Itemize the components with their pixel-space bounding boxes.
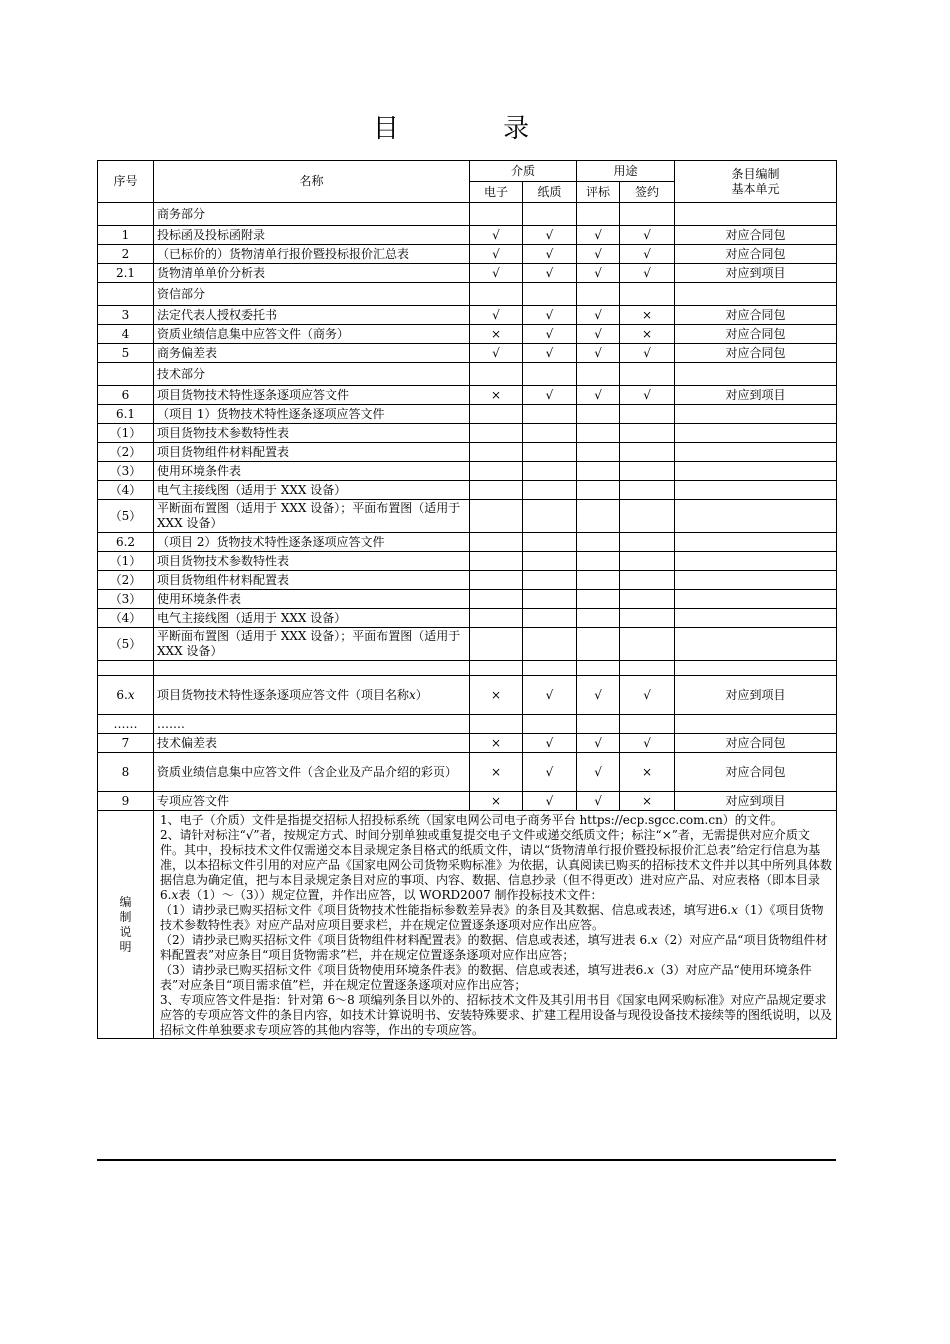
- header-evaluate: 评标: [577, 182, 620, 203]
- row-evaluate: √: [577, 264, 620, 283]
- table-row: [98, 325, 837, 344]
- row-seq: 1: [98, 226, 154, 245]
- row-paper: [523, 715, 577, 734]
- row-evaluate: [577, 628, 620, 661]
- empty-cell: [675, 203, 837, 226]
- row-name: 电气主接线图（适用于 XXX 设备）: [154, 481, 470, 500]
- table-row: [98, 533, 837, 552]
- row-paper: √: [523, 676, 577, 715]
- row-name: 使用环境条件表: [154, 462, 470, 481]
- row-seq: （2）: [98, 443, 154, 462]
- header-seq: 序号: [98, 161, 154, 203]
- table-row: [98, 481, 837, 500]
- row-electronic: [470, 443, 523, 462]
- table-row: [98, 424, 837, 443]
- row-paper: [523, 533, 577, 552]
- row-paper: √: [523, 226, 577, 245]
- table-row: [98, 753, 837, 792]
- row-seq: 2.1: [98, 264, 154, 283]
- row-unit: [675, 628, 837, 661]
- empty-cell: [577, 363, 620, 386]
- table-row: [98, 226, 837, 245]
- row-evaluate: [577, 590, 620, 609]
- row-sign: [620, 609, 675, 628]
- empty-cell: [675, 363, 837, 386]
- row-seq: 2: [98, 245, 154, 264]
- row-name: 专项应答文件: [154, 792, 470, 811]
- row-evaluate: [577, 609, 620, 628]
- row-name: 投标函及投标函附录: [154, 226, 470, 245]
- row-paper: √: [523, 753, 577, 792]
- row-unit: [675, 481, 837, 500]
- row-sign: ×: [620, 325, 675, 344]
- row-paper: [523, 628, 577, 661]
- empty-cell: [620, 661, 675, 676]
- row-evaluate: √: [577, 753, 620, 792]
- row-unit: 对应合同包: [675, 306, 837, 325]
- directory-body: [98, 203, 837, 811]
- empty-cell: [675, 283, 837, 306]
- empty-cell: [98, 363, 154, 386]
- row-unit: [675, 609, 837, 628]
- row-sign: [620, 715, 675, 734]
- note-paragraph: 2、请针对标注“√”者，按规定方式、时间分别单独或重复提交电子文件或递交纸质文件；标注“×”者，无需提供对应介质文件。其中，投标技术文件仅需递交本目录规定条目格式的纸质文件，请以“货物清单行报价暨投标报价汇总表”给定行信息为基准，以本招标文件引用的对应产品《国家电网公司货物采购标准》为依据，认真阅读已购买的招标技术文件并以其中所列具体数据信息为确定值，把与本目录规定条目对应的事项、内容、数据、信息抄录（但不得更改）进对应产品、对应表格（即本目录 6.𝑥表（1）～（3））规定位置，并作出应答，以 WORD2007 制作投标技术文件：: [160, 828, 833, 902]
- row-seq: 4: [98, 325, 154, 344]
- empty-cell: [470, 363, 523, 386]
- table-row: [98, 715, 837, 734]
- empty-cell: [98, 203, 154, 226]
- row-unit: 对应合同包: [675, 734, 837, 753]
- row-paper: [523, 552, 577, 571]
- row-seq: （2）: [98, 571, 154, 590]
- section-name: 资信部分: [154, 283, 470, 306]
- row-sign: ×: [620, 306, 675, 325]
- row-paper: √: [523, 325, 577, 344]
- empty-cell: [470, 283, 523, 306]
- row-paper: [523, 481, 577, 500]
- directory-table: [97, 160, 837, 1039]
- row-evaluate: √: [577, 325, 620, 344]
- row-name: 项目货物组件材料配置表: [154, 443, 470, 462]
- row-name: （项目 2）货物技术特性逐条逐项应答文件: [154, 533, 470, 552]
- row-paper: [523, 590, 577, 609]
- header-medium: 介质: [470, 161, 577, 182]
- row-name: 平断面布置图（适用于 XXX 设备）；平面布置图（适用于 XXX 设备）: [154, 628, 470, 661]
- row-name: 使用环境条件表: [154, 590, 470, 609]
- row-unit: 对应合同包: [675, 245, 837, 264]
- row-paper: [523, 571, 577, 590]
- row-name: 项目货物技术特性逐条逐项应答文件: [154, 386, 470, 405]
- table-row: [98, 245, 837, 264]
- row-evaluate: √: [577, 226, 620, 245]
- row-name: 项目货物技术特性逐条逐项应答文件（项目名称𝑥）: [154, 676, 470, 715]
- row-sign: [620, 571, 675, 590]
- row-evaluate: √: [577, 306, 620, 325]
- row-sign: ×: [620, 753, 675, 792]
- empty-cell: [523, 661, 577, 676]
- header-electronic: 电子: [470, 182, 523, 203]
- empty-cell: [523, 283, 577, 306]
- row-seq: 6.2: [98, 533, 154, 552]
- row-sign: [620, 628, 675, 661]
- row-paper: [523, 405, 577, 424]
- row-name: 项目货物技术参数特性表: [154, 552, 470, 571]
- header-unit: 条目编制 基本单元: [675, 161, 837, 203]
- empty-cell: [620, 283, 675, 306]
- row-sign: √: [620, 676, 675, 715]
- empty-cell: [523, 363, 577, 386]
- row-electronic: [470, 571, 523, 590]
- row-evaluate: √: [577, 245, 620, 264]
- empty-cell: [620, 203, 675, 226]
- row-seq: 5: [98, 344, 154, 363]
- row-seq: 7: [98, 734, 154, 753]
- row-sign: √: [620, 734, 675, 753]
- empty-cell: [470, 203, 523, 226]
- row-unit: [675, 462, 837, 481]
- row-electronic: ×: [470, 386, 523, 405]
- table-row: [98, 386, 837, 405]
- row-evaluate: [577, 533, 620, 552]
- row-electronic: [470, 715, 523, 734]
- row-seq: （3）: [98, 462, 154, 481]
- notes-body: [154, 811, 837, 1039]
- section-row: [98, 363, 837, 386]
- row-name: 项目货物组件材料配置表: [154, 571, 470, 590]
- table-row: [98, 344, 837, 363]
- row-paper: [523, 500, 577, 533]
- row-paper: √: [523, 792, 577, 811]
- row-sign: ×: [620, 792, 675, 811]
- row-unit: [675, 590, 837, 609]
- row-sign: [620, 424, 675, 443]
- row-electronic: ×: [470, 734, 523, 753]
- note-paragraph: 1、电子（介质）文件是指提交招标人招投标系统（国家电网公司电子商务平台 https://ecp.sgcc.com.cn）的文件。: [160, 813, 783, 827]
- header-name: 名称: [154, 161, 470, 203]
- row-electronic: [470, 552, 523, 571]
- row-seq: （5）: [98, 628, 154, 661]
- row-electronic: [470, 609, 523, 628]
- row-electronic: [470, 405, 523, 424]
- row-sign: [620, 481, 675, 500]
- table-row: [98, 552, 837, 571]
- row-name: 商务偏差表: [154, 344, 470, 363]
- row-evaluate: [577, 500, 620, 533]
- row-electronic: ×: [470, 325, 523, 344]
- row-electronic: ×: [470, 676, 523, 715]
- row-name: 货物清单单价分析表: [154, 264, 470, 283]
- table-row: [98, 443, 837, 462]
- table-row: [98, 500, 837, 533]
- row-sign: [620, 443, 675, 462]
- row-electronic: √: [470, 245, 523, 264]
- row-unit: [675, 552, 837, 571]
- row-electronic: [470, 462, 523, 481]
- notes-row: [98, 811, 837, 1039]
- bottom-rule: [97, 1159, 836, 1161]
- table-row: [98, 306, 837, 325]
- row-sign: [620, 500, 675, 533]
- row-evaluate: √: [577, 676, 620, 715]
- note-paragraph: （2）请抄录已购买招标文件《项目货物组件材料配置表》的数据、信息或表述，填写进表 6.𝑥（2）对应产品“项目货物组件材料配置表”对应条目“项目货物需求”栏，并在规定位置逐条逐项对应作出应答；: [160, 933, 828, 962]
- row-unit: 对应到项目: [675, 676, 837, 715]
- row-paper: √: [523, 386, 577, 405]
- empty-cell: [98, 661, 154, 676]
- row-evaluate: [577, 552, 620, 571]
- row-unit: 对应到项目: [675, 386, 837, 405]
- empty-cell: [577, 283, 620, 306]
- table-row: [98, 590, 837, 609]
- row-name: 平断面布置图（适用于 XXX 设备）；平面布置图（适用于 XXX 设备）: [154, 500, 470, 533]
- header-paper: 纸质: [523, 182, 577, 203]
- row-evaluate: √: [577, 734, 620, 753]
- row-electronic: √: [470, 344, 523, 363]
- row-electronic: ×: [470, 753, 523, 792]
- page-title: 目 录: [372, 114, 578, 144]
- row-sign: [620, 533, 675, 552]
- section-row: [98, 283, 837, 306]
- row-electronic: [470, 500, 523, 533]
- row-seq: 6.1: [98, 405, 154, 424]
- table-row: [98, 734, 837, 753]
- row-seq: ……: [98, 715, 154, 734]
- row-sign: √: [620, 264, 675, 283]
- row-electronic: [470, 533, 523, 552]
- row-sign: [620, 462, 675, 481]
- row-seq: （4）: [98, 481, 154, 500]
- row-evaluate: [577, 405, 620, 424]
- row-seq: （4）: [98, 609, 154, 628]
- row-paper: [523, 424, 577, 443]
- row-paper: [523, 443, 577, 462]
- table-row: [98, 264, 837, 283]
- row-unit: [675, 533, 837, 552]
- empty-cell: [470, 661, 523, 676]
- row-evaluate: √: [577, 344, 620, 363]
- row-electronic: √: [470, 226, 523, 245]
- row-name: 电气主接线图（适用于 XXX 设备）: [154, 609, 470, 628]
- row-evaluate: [577, 443, 620, 462]
- empty-cell: [577, 203, 620, 226]
- row-seq: 6: [98, 386, 154, 405]
- row-sign: [620, 552, 675, 571]
- row-paper: √: [523, 245, 577, 264]
- note-paragraph: （3）请抄录已购买招标文件《项目货物使用环境条件表》的数据、信息或表述，填写进表6.𝑥（3）对应产品“使用环境条件表”对应条目“项目需求值”栏，并在规定位置逐条逐项对应作出应答；: [160, 963, 812, 992]
- empty-cell: [675, 661, 837, 676]
- row-paper: [523, 462, 577, 481]
- table-row: [98, 571, 837, 590]
- header-sign: 签约: [620, 182, 675, 203]
- row-name: 法定代表人授权委托书: [154, 306, 470, 325]
- row-seq: 6.𝑥: [98, 676, 154, 715]
- row-evaluate: √: [577, 386, 620, 405]
- note-paragraph: （1）请抄录已购买招标文件《项目货物技术性能指标参数差异表》的条目及其数据、信息或表述，填写进6.𝑥（1）《项目货物技术参数特性表》对应产品对应项目要求栏，并在规定位置逐条逐项对应作出应答。: [160, 903, 824, 932]
- row-sign: [620, 590, 675, 609]
- section-row: [98, 203, 837, 226]
- row-name: 资质业绩信息集中应答文件（含企业及产品介绍的彩页）: [154, 753, 470, 792]
- row-name: 技术偏差表: [154, 734, 470, 753]
- row-seq: （1）: [98, 552, 154, 571]
- row-paper: √: [523, 734, 577, 753]
- row-seq: （3）: [98, 590, 154, 609]
- row-electronic: [470, 481, 523, 500]
- row-sign: √: [620, 344, 675, 363]
- row-paper: √: [523, 344, 577, 363]
- row-unit: [675, 424, 837, 443]
- row-name: …….: [154, 715, 470, 734]
- row-electronic: ×: [470, 792, 523, 811]
- row-seq: 3: [98, 306, 154, 325]
- row-evaluate: [577, 715, 620, 734]
- row-unit: [675, 571, 837, 590]
- row-name: （项目 1）货物技术特性逐条逐项应答文件: [154, 405, 470, 424]
- row-sign: √: [620, 226, 675, 245]
- row-sign: [620, 405, 675, 424]
- row-seq: 9: [98, 792, 154, 811]
- blank-row: [98, 661, 837, 676]
- row-name: 项目货物技术参数特性表: [154, 424, 470, 443]
- row-unit: 对应合同包: [675, 226, 837, 245]
- row-evaluate: [577, 462, 620, 481]
- row-seq: 8: [98, 753, 154, 792]
- row-electronic: √: [470, 306, 523, 325]
- row-unit: 对应合同包: [675, 753, 837, 792]
- table-row: [98, 462, 837, 481]
- row-paper: √: [523, 306, 577, 325]
- section-name: 技术部分: [154, 363, 470, 386]
- row-seq: （5）: [98, 500, 154, 533]
- row-name: （已标价的）货物清单行报价暨投标报价汇总表: [154, 245, 470, 264]
- section-name: 商务部分: [154, 203, 470, 226]
- table-row: [98, 405, 837, 424]
- table-row: [98, 609, 837, 628]
- row-sign: √: [620, 245, 675, 264]
- row-electronic: [470, 590, 523, 609]
- row-evaluate: [577, 571, 620, 590]
- row-unit: [675, 500, 837, 533]
- empty-cell: [577, 661, 620, 676]
- table-row: [98, 792, 837, 811]
- table-row: [98, 628, 837, 661]
- row-seq: （1）: [98, 424, 154, 443]
- row-unit: 对应到项目: [675, 264, 837, 283]
- header-use: 用途: [577, 161, 675, 182]
- empty-cell: [98, 283, 154, 306]
- row-name: 资质业绩信息集中应答文件（商务）: [154, 325, 470, 344]
- note-paragraph: 3、专项应答文件是指：针对第 6～8 项编列条目以外的、招标技术文件及其引用书目《国家电网采购标准》对应产品规定要求应答的专项应答文件的条目内容，如技术计算说明书、安装特殊要求、扩建工程用设备与现役设备技术接续等的图纸说明，以及招标文件单独要求专项应答的其他内容等，作出的专项应答。: [160, 993, 833, 1037]
- row-electronic: √: [470, 264, 523, 283]
- empty-cell: [523, 203, 577, 226]
- table-row: [98, 676, 837, 715]
- empty-cell: [620, 363, 675, 386]
- row-sign: √: [620, 386, 675, 405]
- notes-label: 编 制 说 明: [98, 811, 154, 1039]
- row-unit: 对应到项目: [675, 792, 837, 811]
- row-electronic: [470, 424, 523, 443]
- row-evaluate: √: [577, 792, 620, 811]
- row-evaluate: [577, 424, 620, 443]
- row-paper: √: [523, 264, 577, 283]
- row-evaluate: [577, 481, 620, 500]
- row-unit: 对应合同包: [675, 344, 837, 363]
- row-unit: 对应合同包: [675, 325, 837, 344]
- empty-cell: [154, 661, 470, 676]
- row-unit: [675, 443, 837, 462]
- row-unit: [675, 715, 837, 734]
- row-paper: [523, 609, 577, 628]
- row-electronic: [470, 628, 523, 661]
- row-unit: [675, 405, 837, 424]
